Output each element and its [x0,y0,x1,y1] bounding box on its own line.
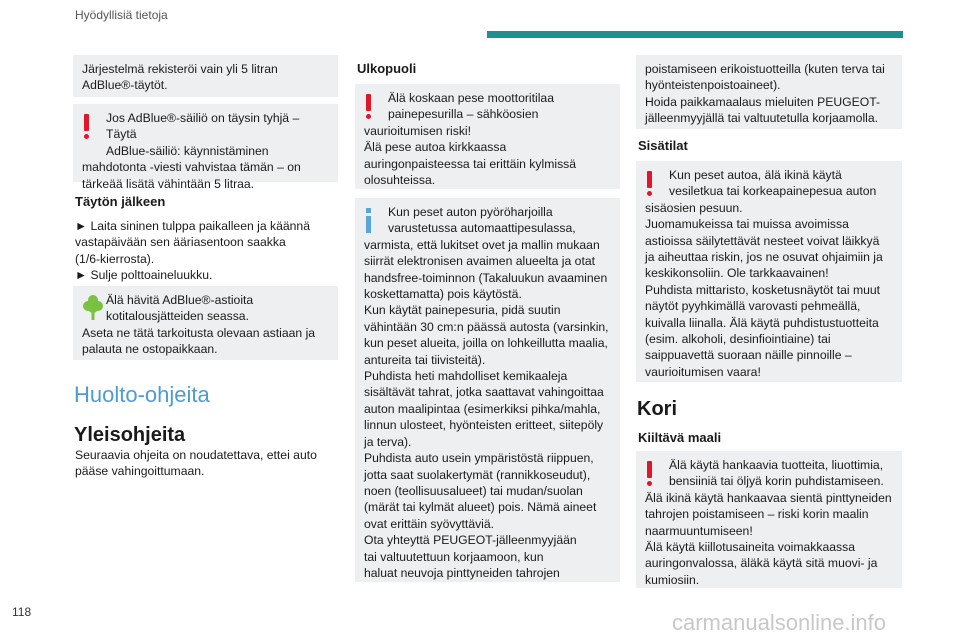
note-box-adblue-registration [73,55,338,97]
info-line: ja terva). [364,434,412,449]
info-line: auton maalipintaa (esimerkiksi pihka/mahla, [364,401,601,416]
warning-line: painepesurilla – sähköosien [388,107,539,122]
page-number: 118 [12,605,32,619]
heading-body: Kori [637,398,677,420]
warning-line: (esim. alkoholi, desinfiointiaine) tai [645,332,831,347]
warning-line: vaurioitumisen riski! [364,123,472,138]
after-filling-steps [75,218,340,284]
warning-box-adblue-empty [73,104,338,191]
warning-line: keskikonsoliin. Ole tarkkaavainen! [645,266,829,281]
info-line: kun peset alueita, joilla on lohkeillutta maalia, [364,336,608,351]
general-instructions-text [75,447,340,480]
info-line: koskettamatta) pois käytöstä. [364,287,522,302]
step-line: ► Sulje polttoaineluukku. [75,268,213,283]
warning-line: Älä käytä hankaavia tuotteita, liuottimia, [669,458,884,472]
warning-line: Puhdista mittaristo, kosketusnäytöt tai muut [645,282,881,297]
heading-interior: Sisätilat [638,138,688,153]
warning-line: naarmuuntumiseen! [645,523,753,538]
warning-line: näytöt pyyhkimällä varovasti pehmeällä, [645,299,861,314]
eco-line: kotitalousjätteiden seassa. [106,309,249,324]
info-line: Puhdista auto usein ympäristöstä riippuen, [364,451,594,466]
info-line: vähintään 30 cm:n päässä autosta (varsinkin, [364,319,609,334]
info-line: varmista, että lukitset ovet ja mallin mukaan [364,237,600,252]
warning-line: astioissa säilytettävät nesteet voivat läikkyä [645,233,880,248]
warning-line: tärkeää lisätä vähintään 5 litraa. [82,176,255,191]
eco-line: Älä hävitä AdBlue®-astioita [106,293,254,307]
warning-line: Älä koskaan pese moottoritilaa [388,91,554,105]
warning-line: Jos AdBlue®-säiliö on täysin tyhjä – Täytä [106,111,300,142]
step-line: ► Laita sininen tulppa paikalleen ja käännä [75,219,310,233]
recycle-tree-icon [82,294,104,320]
step-line: (1/6-kierrosta). [75,251,155,266]
info-line: handsfree-toiminnon (Takaluukun avaaminen [364,270,608,285]
warning-exclamation-icon [84,114,90,138]
info-line: ovat erittäin syövyttäviä. [364,516,495,531]
warning-line: kumiosiin. [645,572,700,587]
warning-line: mahdotonta -viesti vahvistaa tämän – on [82,160,301,175]
warning-line: sisäosien pesuun. [645,200,743,215]
warning-line: ja aiheuttaa riskin, jos ne osuvat ohjaimiin ja [645,250,883,265]
info-box-continued [636,55,902,129]
step-line: vastapäivään sen ääriasentoon saakka [75,235,286,250]
header-accent-bar [487,31,903,38]
info-line: (märät tai kylmät alueet) pois. Nämä aineet [364,500,597,515]
warning-line: auringonpaisteessa tai erittäin kylmissä [364,156,577,171]
warning-box-interior [636,161,902,382]
eco-line: Aseta ne tätä tarkoitusta olevaan astiaan ja [82,325,316,340]
watermark: carmanualsonline.info [672,610,887,635]
section-title-maintenance: Huolto-ohjeita [74,382,210,407]
heading-after-filling: Täytön jälkeen [75,194,166,209]
info-line: Kun peset auton pyöröharjoilla [388,205,553,219]
info-line: Hoida paikkamaalaus mieluiten PEUGEOT- [645,94,881,109]
warning-exclamation-icon [647,171,653,195]
info-line: haluat neuvoja pinttyneiden tahrojen [364,565,560,580]
text-line: pääse vahingoittumaan. [75,464,205,479]
warning-line: kuivalla liinalla. Älä käytä puhdistustuotteita [645,315,879,330]
warning-line: olosuhteissa. [364,173,436,188]
heading-general-instructions: Yleisohjeita [74,424,186,446]
warning-line: auringonvalossa, äläkä käytä sitä muovi- ja [645,556,878,571]
eco-line: palauta ne ostopaikkaan. [82,342,218,357]
info-line: poistamiseen erikoistuotteilla (kuten terva tai [645,62,885,76]
info-line: jälleenmyyjällä tai valtuutetulla korjaamolla. [645,111,879,126]
info-line: linnun ulosteet, hyönteisten eritteet, siitepöly [364,418,604,433]
heading-glossy-paint: Kiiltävä maali [638,430,722,445]
warning-line: Älä käytä kiillotusaineita voimakkaassa [645,540,855,555]
warning-line: saippuavettä suoraan näille pinnoille – [645,348,852,363]
warning-exclamation-icon [366,94,372,118]
warning-exclamation-icon [647,461,653,485]
info-line: siirrät elektronisen avaimen alueelta ja otat [364,254,596,269]
warning-box-paint [636,451,902,588]
warning-line: vesiletkua tai korkeapainepesua auton [669,184,877,199]
info-line: jotta saat suolakertymät (rannikkoseudut), [364,467,591,482]
text-line: Seuraavia ohjeita on noudatettava, ettei auto [75,448,317,462]
warning-line: AdBlue-säiliö: käynnistäminen [106,143,269,158]
warning-line: tahrojen poistamiseen – riski korin maalin [645,507,869,522]
warning-line: vaurioitumisen vaara! [645,364,761,379]
warning-line: Kun peset autoa, älä ikinä käytä [669,168,842,182]
warning-line: Juomamukeissa tai muissa avoimissa [645,217,849,232]
warning-line: bensiiniä tai öljyä korin puhdistamiseen. [669,474,884,489]
eco-box-adblue-disposal [73,286,338,360]
info-line: Puhdista heti mahdolliset kemikaaleja [364,369,568,384]
info-line: Kun käytät painepesuria, pidä suutin [364,303,561,318]
note-line: Järjestelmä rekisteröi vain yli 5 litran [82,62,278,76]
heading-exterior: Ulkopuoli [357,61,417,76]
warning-line: Älä ikinä käytä hankaavaa sientä pinttyneiden [645,490,892,505]
note-line: AdBlue®-täytöt. [82,78,168,93]
info-icon [366,208,372,232]
info-line: noen (teollisuusalueet) tai mudan/suolan [364,483,583,498]
info-line: hyönteistenpoistoaineet). [645,78,781,93]
warning-box-exterior-wash [355,84,620,189]
info-line: antureita tai tiivisteitä). [364,352,486,367]
info-line: varustetussa automaattipesulassa, [388,221,576,236]
info-line: sisältävät tahrat, jotka saattavat vahingoittaa [364,385,604,400]
info-line: tai valtuutettuun korjaamoon, kun [364,549,544,564]
info-line: Ota yhteyttä PEUGEOT-jälleenmyyjään [364,533,577,548]
info-box-car-wash [355,198,620,582]
page-header-title: Hyödyllisiä tietoja [75,8,168,22]
warning-line: Älä pese autoa kirkkaassa [364,140,507,155]
